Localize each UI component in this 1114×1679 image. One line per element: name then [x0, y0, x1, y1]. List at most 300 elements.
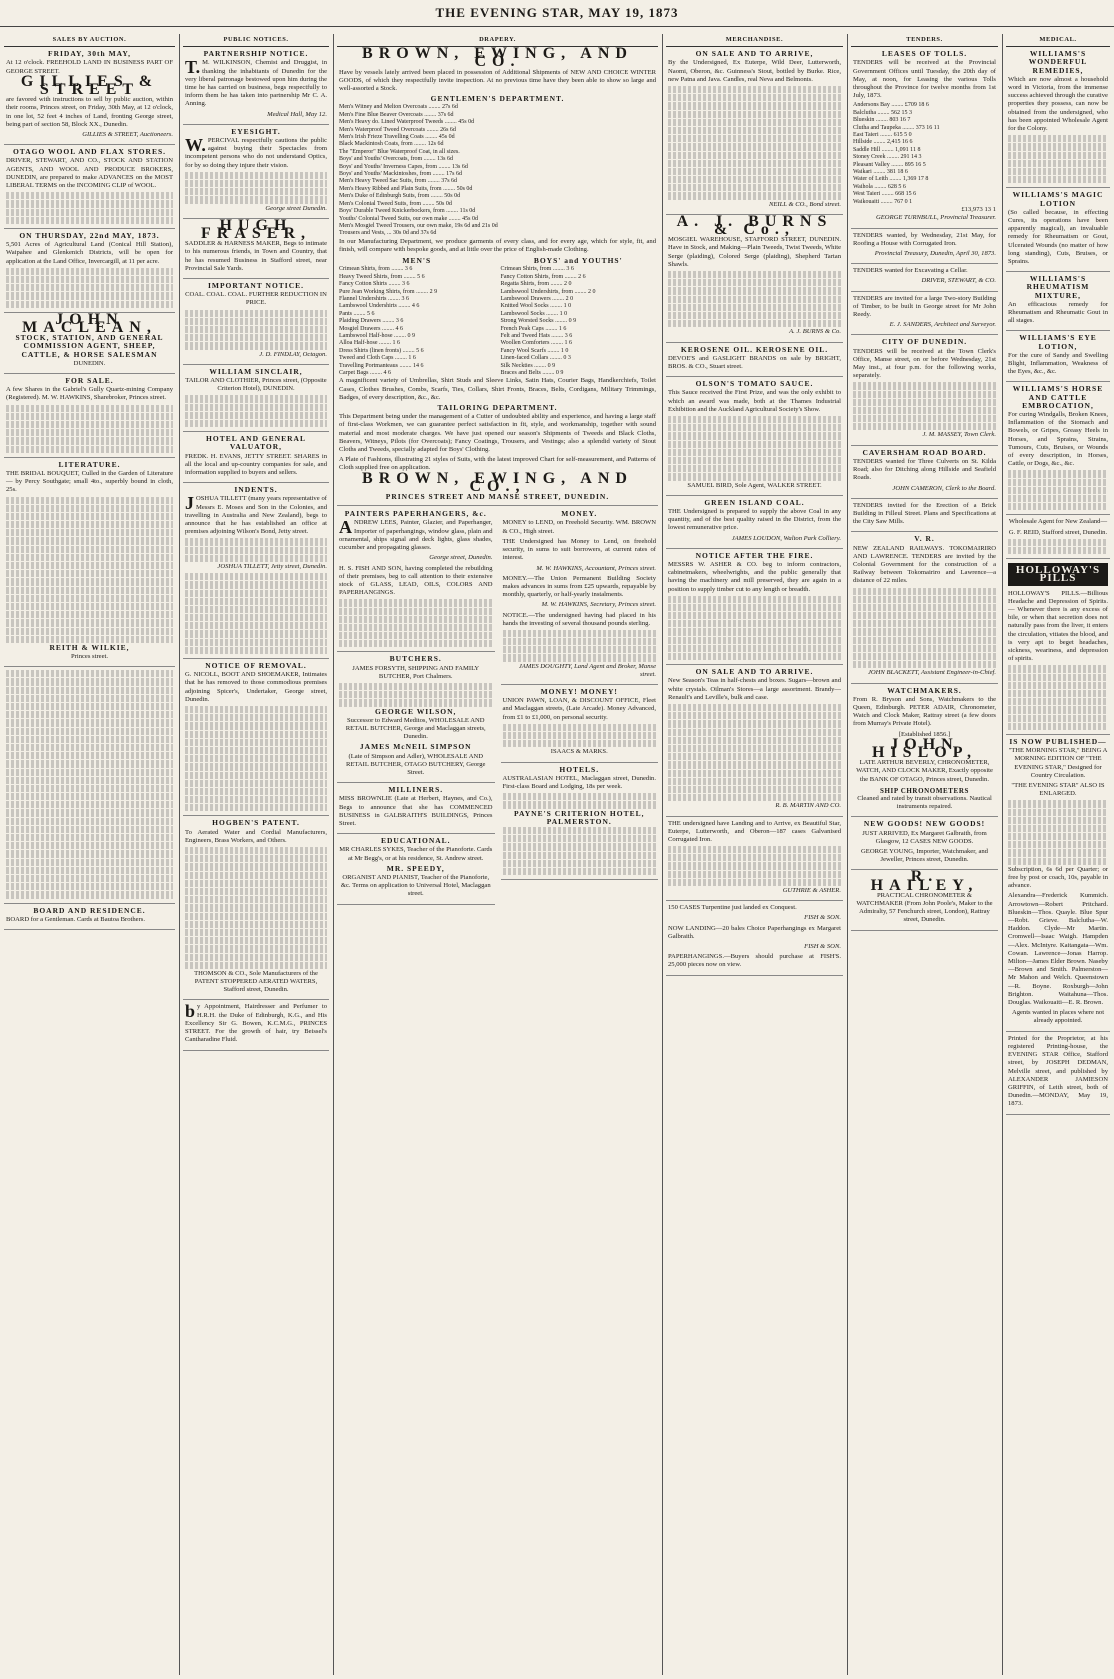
price-row: Men's Mosgiel Tweed Trousers, our own make, 19s 6d and 21s 0d [339, 222, 498, 229]
ad-body: PRACTICAL CHRONOMETER & WATCHMAKER (From John Poole's, Maker to the Admiralty, 57 Fenchurch street, London), Rattray street, Dunedin. [856, 891, 993, 924]
price-row: Men's Witney and Melton Overcoats ........ 27s 6d [339, 104, 458, 111]
ad-body: This Sauce received the First Prize, and was the only exhibit to which an award was made, both at the Thames Industrial Exhibition and the Auckland Agricultural Society's Show. [668, 389, 841, 413]
tender-ad [851, 502, 998, 533]
ad-body: For curing Windgalls, Broken Knees, Inflammation of the Stomach and Bowels, or Gripes, Greasy Heels in Horses, and Sprains, Strains, Tumours, Cuts, Bruises, or Wounds of every description, in Horses, Cattle, or Dogs, &c., &c. [1008, 411, 1108, 468]
ad-signature: [Established 1856.] [898, 730, 951, 738]
toll-row: Waikari ........ 381 18 6 [853, 169, 908, 176]
board-ad [4, 907, 175, 930]
ad-title: KEROSENE OIL. KEROSENE OIL. [680, 344, 829, 354]
price-list [339, 266, 495, 377]
ad-body: TENDERS will be received at the Town Clerk's Office, Manse street, on or before Wednesday, 21st May inst., at four p.m. for the following works, separately. [853, 347, 996, 380]
ad-body: MONEY to LEND, on Freehold Security. WM. BROWN & CO., High street. [502, 519, 656, 535]
notice-ad [183, 128, 329, 219]
price-row: Boys' Durable Tweed Knickerbockers, from ........ 11s 0d [339, 208, 476, 215]
ad-body: MONEY.—The Union Permanent Building Society makes advances in sums from £25 upwards, repayable by monthly, quarterly, or half-yearly instalments. [502, 574, 656, 599]
educational-ad [337, 837, 495, 904]
ad-signature: GUTHRIE & ASHER. [782, 887, 841, 895]
price-row: Men's Irish Frieze Travelling Coats ........ 45s 0d [339, 134, 455, 141]
ad-signature: FISH & SON. [804, 914, 841, 922]
price-row: Black Mackintosh Coats, from ........ 12s 6d [339, 141, 444, 148]
medical-ad [1006, 385, 1110, 515]
money-ad [501, 688, 659, 763]
ad-title: GREEN ISLAND COAL. [704, 497, 805, 507]
ad-body: In our Manufacturing Department, we produce garments of every class, and for every age, which for style, fit, and finish, will compare with bespoke goods, and at little over the price of English-made Clothing. [339, 237, 656, 253]
column-medical [1006, 36, 1110, 1671]
ad-title: EDUCATIONAL. [380, 836, 451, 846]
ad-body: by Appointment, Hairdresser and Perfumer to H.R.H. the Duke of Edinburgh, K.G., and His Excellency Sir G. Bowen, K.C.M.G., PRINCES STREET. For the growth of hair, try Beissel's Cantharadine Fluid. [185, 1001, 327, 1044]
ad-body: THE Undersigned has Money to Lend, on freehold security, in sums to suit borrowers, at current rates of interest. [502, 537, 656, 562]
ad-display-title: R. HAILEY, [870, 868, 979, 894]
toll-row: West Taieri ........ 668 15 6 [853, 191, 917, 198]
price-row: Youths' Colonial Tweed Suits, our own make ........ 45s 0d [339, 215, 478, 222]
ad-display-title: BROWN, EWING, AND CO. [362, 45, 633, 71]
section-title: GENTLEMEN'S DEPARTMENT. [430, 94, 565, 104]
ad-body: DUNEDIN. [73, 359, 106, 367]
price-row: Men's Fine Blue Beaver Overcoats ........ 37s 6d [339, 111, 454, 118]
ad-body: MOSGIEL WAREHOUSE, STAFFORD STREET, DUNEDIN. Have in Stock, and Making—Plain Tweeds, Twist Tweeds, White Serge (plaiding), Colored Serge (plaiding), Shepherd Tartan Shawls. [668, 236, 841, 268]
ad-body: SADDLER & HARNESS MAKER, Begs to intimate to his numerous friends, in Town and Country, that he has resumed Business in Stafford street, near Provincial Sale Yards. [185, 240, 327, 272]
notice-ad [183, 486, 329, 659]
ad-subtitle: STOCK, STATION, AND GENERAL COMMISSION AGENT, SHEEP, CATTLE, & HORSE SALESMAN [15, 333, 164, 359]
ad-title: HOTELS. [559, 764, 600, 774]
tender-ad [851, 50, 998, 228]
ad-title: LITERATURE. [58, 459, 121, 469]
toll-row: Stoney Creek ........ 291 14 3 [853, 154, 922, 161]
medical-ad [1006, 191, 1110, 272]
ad-body: NOW LANDING—20 bales Choice Paperhangings ex Margaret Galbraith. [668, 924, 841, 940]
ad-signature: JOSHUA TILLETT, Jetty street, Dunedin. [217, 562, 327, 570]
ad-signature: J. D. FINDLAY, Octagon. [259, 350, 327, 358]
price-row: Boys' and Youths' Mackintoshes, from ........ 17s 6d [339, 171, 462, 178]
ad-signature: R. B. MARTIN AND CO. [775, 802, 841, 810]
price-row: Trousers and Vests, ... 30s 0d and 37s 6d [339, 230, 437, 237]
railway-tender-ad [851, 535, 998, 683]
ad-signature: "THE EVENING STAR" ALSO IS ENLARGED. [1011, 781, 1105, 798]
ad-title: V. R. [914, 534, 935, 544]
ad-signature: George street Dunedin. [265, 204, 327, 212]
ad-signature: Provincial Treasury, Dunedin, April 30, 1873. [874, 249, 996, 257]
ad-title: WATCHMAKERS. [887, 685, 962, 695]
ad-title: MR. SPEEDY, [386, 863, 445, 873]
price-row: Lambswool Undershirts ........ 4 6 [339, 303, 420, 310]
ad-title: REITH & WILKIE, [49, 642, 130, 652]
ad-body: TAILOR AND CLOTHIER, Princes street, (Opposite Criterion Hotel), DUNEDIN. [185, 376, 327, 393]
notice-ad [183, 50, 329, 125]
ad-body: PAPERHANGINGS.—Buyers should purchase at FISH'S. 25,000 pieces now on view. [668, 953, 841, 969]
merchandise-ad [666, 904, 843, 975]
ad-body: COAL. COAL. COAL. FURTHER REDUCTION IN PRICE. [185, 291, 327, 307]
ad-signature: Medical Hall, May 12. [267, 110, 327, 118]
ad-body: JOSHUA TILLETT (many years representative of Messrs E. Moses and Son in the Colonies, and travelling in Australia and New Zealand), begs to announce that he has established an office at premises adjoining Wilson's Bond, Jetty street. [185, 493, 327, 536]
ad-signature: ISAACS & MARKS. [550, 748, 608, 756]
price-row: French Peak Caps ........ 1 6 [500, 325, 567, 332]
price-row: Tweed and Cloth Caps ........ 1 6 [339, 355, 416, 362]
price-row: Boys' and Youths' Inverness Capes, from ........ 13s 6d [339, 163, 468, 170]
price-row: Woollen Comforters ........ 1 6 [500, 340, 573, 347]
column-rule [847, 34, 848, 1675]
tradesman-ad [337, 510, 495, 652]
price-row: Pants ........ 5 6 [339, 310, 375, 317]
ad-body: DEVOE'S and GASLIGHT BRANDS on sale by BRIGHT, BROS. & CO., Stuart street. [668, 354, 841, 370]
auction-ad [4, 310, 175, 374]
ad-body: This Department being under the management of a Cutter of undoubted ability and experience, and having a large staff of first-class Workmen, we can guarantee perfect satisfaction in fit, style, and workmanship, together with sound material and most moderate charges. We have just opened our season's Shipments of Tweeds and Black Cloths, Beavers, Witneys, Pilots (for Overcoats); Fancy Coatings, Trousers, and Vestings; also a splendid variety of Stout Cloths and Tweeds, specially adapted for Boys' Clothing. [339, 413, 656, 454]
toll-row: Hillside ........ 2,415 16 6 [853, 139, 913, 146]
merchandise-ad [666, 212, 843, 343]
toll-row: Waikouaiti ........ 767 0 1 [853, 198, 913, 205]
ad-title: WILLIAMS'S RHEUMATISM MIXTURE, [1026, 274, 1090, 300]
ad-body: THE undersigned have Landing and to Arrive, ex Beautiful Star, Euterpe, Lutterworth, and Oberon—187 cases Galvanised Corrugated Iron. [668, 819, 841, 843]
ad-body: AUSTRALASIAN HOTEL, Maclaggan street, Dunedin. First-class Board and Lodging, 18s per week. [502, 774, 656, 791]
ad-body: G. NICOLL, BOOT AND SHOEMAKER, Intimates that he has removed to those commodious premises adjoining Spicer's, Undertaker, George street, Dunedin. [185, 671, 327, 703]
column-heading: MERCHANDISE. [666, 36, 843, 47]
ad-title: WILLIAM SINCLAIR, [209, 366, 303, 376]
ad-body: Successor to Edward Meditos, WHOLESALE AND RETAIL BUTCHER, George and Maclaggan streets, Dunedin. [345, 716, 486, 741]
toll-row: Water of Leith ........ 1,369 17 8 [853, 176, 929, 183]
ad-display-title: HUGH FRASER, [200, 216, 311, 242]
holloway-banner: HOLLOWAY'S PILLS [1008, 563, 1108, 585]
toll-row: Saddle Hill ........ 1,091 11 8 [853, 146, 921, 153]
tolls-list [853, 102, 996, 206]
price-row: Alloa Half-hose ........ 1 6 [339, 340, 400, 347]
ad-body: are favored with instructions to sell by public auction, within their rooms, Princes street, on Friday, 30th May, at 12 o'clock, in one lot, 52 feet 4 inches of Land, fronting George street, being part of section 58, Block XX., Dunedin. [6, 96, 173, 128]
price-row: Men's Heavy do. Lined Waterproof Tweeds ........ 45s 0d [339, 119, 475, 126]
ad-display-title: GILLIES & STREET [20, 72, 159, 99]
ad-title: JAMES McNEIL SIMPSON [359, 742, 472, 752]
price-row: Lambswool Socks ........ 1 0 [500, 310, 568, 317]
ad-title: NOTICE OF REMOVAL. [205, 661, 307, 670]
price-row: Lambswool Undershirts, from ........ 2 0 [500, 288, 596, 295]
ad-body: TENDERS wanted for Three Culverts on St. Kilda Road; also for Ditching along Hillside and Seafield Roads. [853, 457, 996, 482]
ad-title: PAINTERS PAPERHANGERS, &c. [344, 509, 487, 519]
ad-body: TENDERS invited for the Erection of a Brick Building in Filleul Street. Plans and Specifications at the City Saw Mills. [853, 501, 996, 526]
ad-body: TENDERS wanted for Excavating a Cellar. [853, 267, 968, 275]
toll-row: Waihola ........ 628 5 6 [853, 183, 906, 190]
ad-body: MESSRS W. ASHER & CO. beg to inform contractors, cabinetmakers, wheelwrights, and the public generally that having the machinery and mill preserved, they are again in a position to supply timber cut to any length or breadth. [668, 560, 841, 593]
price-row: Knitted Wool Socks ........ 1 0 [500, 303, 572, 310]
ad-body: TENDERS are invited for a large Two-story Building of Timber, to be built in George street for Mr John Reedy. [853, 294, 996, 318]
toll-row: Balclutha ........ 562 15 3 [853, 109, 912, 116]
imprint-text: Printed for the Proprietor, at his registered Printing-house, the EVENING STAR Office, Stafford street, by JOSEPH DEDMAN, Melville street, and published by ALEXANDER JAMIESON GRIFFIN, of Leith street, both of Dunedin.—MONDAY, May 19, 1873. [1008, 1034, 1108, 1108]
ad-body: JAMES FORSYTH, SHIPPING AND FAMILY BUTCHER, Port Chalmers. [352, 664, 480, 680]
milliner-ad [337, 786, 495, 834]
ad-body: Wholesale Agent for New Zealand— [1008, 518, 1108, 526]
price-row: Lambswool Drawers ........ 2 0 [500, 295, 574, 302]
column-rule [662, 34, 663, 1675]
merchandise-ad [666, 552, 843, 666]
ad-title: ON SALE AND TO ARRIVE, [695, 49, 814, 59]
tolls-total: £13,973 13 1 [961, 206, 996, 214]
ad-body: 5,501 Acres of Agricultural Land (Conical Hill Station), Waipahee and Glenkenich Districts, will be open for application at the Land Office, Invercargill, at 11 per acre. [6, 241, 173, 265]
price-columns [339, 256, 656, 377]
ad-body: NEW ZEALAND RAILWAYS. TOKOMAIRIRO AND LAWRENCE. TENDERS are invited by the Colonial Government for the construction of a Railway between Tokomairiro and Lawrence—a distance of 22 miles. [853, 544, 996, 585]
auction-ad [4, 50, 175, 145]
section-title: BOYS' and YOUTHS' [533, 256, 623, 266]
price-row: Regatta Shirts, from ........ 2 0 [500, 281, 572, 288]
tender-ad [851, 449, 998, 499]
ad-signature: George street, Dunedin. [429, 554, 493, 562]
ad-signature: G. F. REID, Stafford street, Dunedin. [1008, 528, 1108, 536]
price-row: Lambswool Half-hose ........ 0 9 [339, 333, 415, 339]
price-list [501, 266, 657, 377]
medical-ad [1006, 275, 1110, 331]
column-sales-by-auction [4, 36, 175, 1671]
ad-signature: A. J. BURNS & Co. [789, 328, 841, 336]
ad-title: IMPORTANT NOTICE. [207, 281, 305, 291]
ad-body: TENDERS wanted, by Wednesday, 21st May, for Roofing a House with Corrugated Iron. [853, 231, 996, 247]
price-row: Flannel Undershirts ........ 3 6 [339, 295, 409, 302]
ad-body: New Season's Teas in half-chests and boxes. Sugars—brown and white crystals. Oilman's Stores—a large assortment. Brandy—Renault's and Leville's, bulk and case. [668, 677, 841, 701]
column-heading: TENDERS. [851, 36, 998, 47]
price-row: Silk Neckties ........ 0 9 [500, 362, 556, 369]
price-row: Crimean Shirts, from ........ 3 6 [339, 266, 413, 273]
price-row: Boys' and Youths' Overcoats, from ........ 13s 6d [339, 156, 453, 163]
merchandise-ad [666, 499, 843, 549]
auction-ad [4, 377, 175, 458]
ad-title: WILLIAMS'S MAGIC LOTION [1012, 190, 1104, 208]
toll-row: Blueskin ........ 803 16 7 [853, 117, 911, 124]
ad-title: WILLIAMS'S EYE LOTION, [1019, 333, 1097, 351]
medical-ad [1006, 334, 1110, 382]
ad-body: A few Shares in the Gabriel's Gully Quartz-mining Company (Registered). M. W. HAWKINS, Sharebroker, Princes street. [6, 386, 173, 402]
ad-body: THE Undersigned is prepared to supply the above Coal in any quantity, and of the best quality raised in the District, from the lowest remunerative price. [668, 507, 841, 532]
ad-body: From R. Bryson and Sons, Watchmakers to the Queen, Edinburgh. PETER ADAIR, Chronometer, Watch and Clock Maker, Rattray street (a few doors from Murray's Private Hotel). [853, 695, 996, 728]
ad-title: MONEY. [561, 509, 598, 519]
ad-signature: GEORGE YOUNG, Importer, Watchmaker, and Jeweller, Princes street, Dunedin. [861, 848, 988, 864]
ad-title: FRIDAY, 30th MAY, [48, 49, 131, 59]
imprint [1006, 1035, 1110, 1115]
ad-title: MONEY! MONEY! [540, 687, 618, 697]
ad-title: EYESIGHT. [231, 126, 281, 136]
ad-body: BOARD for a Gentleman. Cards at Bautoa Brothers. [6, 915, 145, 923]
ad-title: OTAGO WOOL AND FLAX STORES. [12, 147, 167, 157]
price-row: Linen-faced Collars ........ 0 3 [500, 355, 571, 362]
ad-body: MR CHARLES SYKES, Teacher of the Pianoforte. Cards at Mr Begg's, or at his residence, St. Andrew street. [339, 846, 493, 862]
ad-title: SHIP CHRONOMETERS [880, 786, 969, 795]
tender-ad [851, 232, 998, 265]
ad-title: CAVERSHAM ROAD BOARD. [862, 447, 987, 457]
merchandise-ad [666, 668, 843, 816]
ad-title: PAYNE'S CRITERION HOTEL, PALMERSTON. [514, 808, 645, 826]
auction-ad [4, 148, 175, 229]
watchmaker-ad [851, 687, 998, 818]
ad-body: T.M. WILKINSON, Chemist and Druggist, in thanking the inhabitants of Dunedin for the very liberal patronage bestowed upon him during the time he has carried on business, begs respectfully to inform them he has taken into partnership Mr C. A. Anning. [185, 57, 327, 108]
ad-body: H. S. FISH AND SON, having completed the rebuilding of their premises, beg to call attention to their extensive stock of GLASS, LEAD, OILS, COLORS AND PAPERHANGINGS. [339, 564, 493, 597]
ad-signature: GEORGE TURNBULL, Provincial Treasurer. [876, 214, 996, 222]
ad-title: PARTNERSHIP NOTICE. [203, 49, 309, 59]
column-public-notices [183, 36, 329, 1671]
price-row: Heavy Tweed Shirts, from ........ 5 6 [339, 273, 425, 280]
ad-display-title: JOHN MACLEAN, [22, 310, 157, 336]
ad-body: THE BRIDAL BOUQUET, Culled in the Garden of Literature — by Percy Southgate; small 4to., superbly bound in cloth, 25s. [6, 469, 173, 494]
toll-row: Pleasant Valley ........ 895 16 5 [853, 161, 926, 168]
drapery-ad [337, 45, 658, 506]
literature-ad [4, 461, 175, 668]
ad-signature: JOHN BLACKETT, Assistant Engineer-in-Chief. [867, 669, 996, 677]
ad-body: NOTICE.—The undersigned having had placed in his hands the investing of several thousand pounds sterling. [502, 611, 656, 627]
notice-ad [183, 819, 329, 1000]
ad-body: FREDK. H. EVANS, JETTY STREET. SHARES in all the local and up-country companies for sale, and information supplied to buyers and sellers. [185, 452, 327, 476]
butcher-ad [337, 655, 495, 783]
ad-signature: M. W. HAWKINS, Accountant, Princes street. [536, 564, 656, 572]
ad-title: HOTEL AND GENERAL VALUATOR, [206, 434, 306, 452]
ad-body: Have by vessels lately arrived been placed in possession of Additional Shipments of NEW AND CHOICE WINTER GOODS, of which they respectfully invite inspection. At no previous time have they been able to show so large and well-assorted a Stock. [339, 68, 656, 93]
price-list [339, 104, 656, 237]
price-row: Men's Heavy Ribbed and Plain Suits, from ........ 50s 0d [339, 185, 473, 192]
ad-title: INDENTS. [234, 485, 278, 495]
section-title: MEN'S [402, 256, 432, 266]
ad-display-title: BROWN, EWING, AND CO., [362, 469, 633, 495]
ad-title: BUTCHERS. [389, 654, 442, 664]
ad-title: WILLIAMS'S HORSE AND CATTLE EMBROCATION, [1012, 384, 1104, 410]
publication-ad [1006, 738, 1110, 1032]
ad-title: WILLIAMS'S WONDERFUL REMEDIES, [1028, 49, 1088, 75]
ad-body: Subscription, 6s 6d per Quarter; or free by post or coach, 10s, payable in advance. [1008, 865, 1108, 890]
ad-title: GEORGE WILSON, [375, 706, 457, 716]
ad-body: MISS BROWNLIE (Late at Herbert, Haynes, and Co.), Begs to announce that she has COMMENCED BUSINESS in GALBRAITH'S BUILDINGS, Princes Street. [339, 795, 493, 828]
ad-display-title: A. J. BURNS & Co., [676, 212, 833, 239]
notice-ad [183, 435, 329, 483]
column-rule [179, 34, 180, 1675]
price-row: The "Emperor" Blue Waterproof Coat, in all sizes. [339, 148, 460, 155]
ad-signature: JAMES DOUGHTY, Land Agent and Broker, Manse street. [518, 662, 656, 678]
price-row: Fancy Cotton Shirts, from ........ 2 6 [500, 273, 586, 280]
tender-ad [851, 267, 998, 291]
ad-body: For the cure of Sandy and Swelling Blight, Inflammation, Weakness of the Eyes, &c., &c. [1008, 351, 1108, 376]
ad-body: An efficacious remedy for Rheumatism and Rheumatic Gout in all stages. [1008, 300, 1108, 325]
price-row: Men's Duke of Edinburgh Suits, from ........ 50s 0d [339, 193, 461, 200]
ad-body: To Aerated Water and Cordial Manufacturers, Engineers, Brass Workers, and Others. [185, 828, 327, 844]
auction-ad [4, 232, 175, 313]
ad-signature: E. J. SANDERS, Architect and Surveyor. [889, 321, 996, 329]
ad-body: ANDREW LEES, Painter, Glazier, and Paperhanger, Importer of paperhangings, window glass, plain and ornamental, ships signal and deck lights, glass shades, cucumber and propagating glasses. [339, 517, 493, 552]
ad-body: ORGANIST AND PIANIST, Teacher of the Pianoforte, &c. Terms on application to Universal Hotel, Maclaggan street. [340, 874, 491, 898]
section-title: TAILORING DEPARTMENT. [437, 403, 558, 413]
ad-body: Princes street. [71, 653, 108, 661]
watchmaker-ad [851, 820, 998, 870]
notice-ad [183, 1003, 329, 1050]
notice-ad [183, 216, 329, 279]
watchmaker-ad [851, 868, 998, 930]
toll-row: East Taieri ........ 615 5 0 [853, 132, 912, 139]
ad-title: HOGBEN'S PATENT. [212, 818, 300, 828]
ad-body: Cleaned and rated by transit observations. Nautical instruments repaired. [857, 795, 992, 811]
ad-body: TENDERS will be received at the Provincial Government Offices until Tuesday, the 20th day of May, at noon, for Leasing the various Tolls throughout the Province for twelve months from 1st July, 1873. [853, 59, 996, 100]
price-row: Pure Jean Working Shirts, from ........ 2 9 [339, 288, 438, 295]
merchandise-ad [666, 820, 843, 902]
price-row: Strong Worsted Socks ........ 0 9 [500, 318, 577, 325]
column-rule [333, 34, 334, 1675]
ad-title: CITY OF DUNEDIN. [881, 337, 968, 347]
hotel-ad [501, 766, 659, 881]
price-row: Plaiding Drawers ........ 3 6 [339, 318, 404, 325]
column-drapery [337, 36, 658, 1671]
ad-signature: FISH & SON. [804, 943, 841, 951]
ad-signature: SAMUEL BIRD, Sole Agent, WALKER STREET. [687, 481, 822, 489]
masthead-title: THE EVENING STAR, MAY 19, 1873 [0, 0, 1114, 27]
ad-body: At 12 o'clock. FREEHOLD LAND IN BUSINESS PART OF GEORGE STREET. [6, 59, 173, 75]
ad-body: (Late of Simpson and Adler), WHOLESALE AND RETAIL BUTCHER, OTAGO BUTCHERY, George Street. [346, 752, 486, 777]
medical-ad [1006, 50, 1110, 188]
column-heading: MEDICAL. [1006, 36, 1110, 47]
notice-ad [183, 368, 329, 432]
ad-title: ON SALE AND TO ARRIVE. [695, 667, 814, 677]
ad-body: "THE MORNING STAR," BEING A MORNING EDITION OF "THE EVENING STAR," Designed for Country Circulation. [1008, 747, 1108, 779]
ad-signature: JOHN CAMERON, Clerk to the Board. [892, 484, 996, 492]
ad-title: IS NOW PUBLISHED— [1009, 736, 1107, 746]
merchandise-ad [666, 50, 843, 215]
ad-display-title: JOHN HISLOP, [872, 735, 977, 762]
literature-ad [4, 670, 175, 903]
price-row: Mosgiel Drawers ........ 4 6 [339, 325, 403, 332]
price-row: Braces and Belts ........ 0 9 [500, 370, 564, 377]
ad-title: NEW GOODS! NEW GOODS! [863, 819, 986, 829]
price-row: Carpet Bags ........ 4 6 [339, 370, 391, 377]
ad-title: NOTICE AFTER THE FIRE. [695, 550, 814, 560]
ad-body: W.PERCIVAL respectfully cautions the public against buying their Spectacles from incompetent persons who do not understand Optics, for by so doing they injure their vision. [185, 135, 327, 169]
toll-row: Clutha and Taupeka ........ 373 16 11 [853, 124, 940, 131]
tolls-total-row [853, 206, 996, 214]
ad-title: FOR SALE. [65, 375, 114, 385]
tender-ad [851, 295, 998, 336]
notice-ad [183, 282, 329, 365]
ad-title: ON THURSDAY, 22nd MAY, 1873. [19, 231, 160, 240]
ad-body: By the Undersigned, Ex Euterpe, Wild Deer, Lutterworth, Naomi, Oberon, &c. Guinness's Stout, bottled by Burke. Rice, new Patna and Java. Candles, real Neva and Belmonts. [668, 59, 841, 83]
price-row: Crimean Shirts, from ........ 3 6 [500, 266, 574, 273]
ad-body: JUST ARRIVED, Ex Margaret Galbraith, from Glasgow, 12 CASES NEW GOODS. [862, 829, 987, 845]
price-row: Dress Shirts (linen fronts) ........ 5 6 [339, 347, 424, 354]
merchandise-ad [666, 380, 843, 496]
ad-signature: Agents wanted in places where not already appointed. [1011, 1009, 1105, 1025]
ad-signature: THOMSON & CO., Sole Manufacturers of the PATENT STOPPERED AERATED WATERS, Stafford street, Dunedin. [194, 969, 318, 994]
ad-signature: DRIVER, STEWART, & CO. [921, 277, 996, 285]
holloway-ad [1006, 563, 1110, 735]
ad-title: MILLINERS. [388, 785, 444, 795]
price-row: Men's Heavy Tweed Sac Suits, from ........ 37s 6d [339, 178, 458, 185]
column-heading: DRAPERY. [337, 36, 658, 47]
medical-ad [1006, 518, 1110, 559]
column-rule [1002, 34, 1003, 1675]
ad-body: HOLLOWAY'S PILLS.—Billious Headache and Depression of Spirits.— Whenever there is any excess of bile, or when that secretion does not naturally pass from the liver, it enters the circulation, vitiates the blood, and is very apt to beget headaches, sickness, weariness, and depression of spirits. [1008, 589, 1108, 663]
price-row: Fancy Cotton Shirts ........ 3 6 [339, 281, 410, 288]
agents-list: Alexandra—Frederick Kummich. Arrowtown—Robert Pritchard. Blueskin—Thos. Quayle. Blue Spur—Robt. Grieve. Balclutha—W. Haddon. Clyde—Mr Martin. Cromwell—Isaac Waigh. Hampden—Alex. McIntyre. Kaitangata—Wm. Cowan. Lawrence—Jonas Harrop. Milton—James Elder Brown. Naseby—Brown and Smith. Palmerston—Mr Mahon and Welch. Queenstown—R. Boyne. Roxburgh—John Brighton. Waitahuna—Thos. Douglas. Waikouaiti—E. R. Brown. [1008, 892, 1108, 1007]
ad-body: LATE ARTHUR BEVERLY, CHRONOMETER, WATCH, AND CLOCK MAKER, Exactly opposite the BANK OF OTAGO, Princes street, Dunedin. [856, 759, 993, 783]
money-ad [501, 510, 659, 685]
column-tenders [851, 36, 998, 1671]
column-heading: SALES BY AUCTION. [4, 36, 175, 47]
ad-signature: JAMES LOUDON, Walton Park Colliery. [731, 534, 841, 542]
ad-title: BOARD AND RESIDENCE. [33, 905, 146, 915]
ad-body: A magnificent variety of Umbrellas, Shirt Studs and Sleeve Links, Satin Hats, Courier Bags, Handkerchiefs, Toilet Cases, Clothes Brushes, Combs, Scarfs, Ties, Collars, Shirt Fronts, Braces, Belts, Cordigans, Military Trimmings, Badges, of every description, &c., &c. [339, 377, 656, 401]
drapery-sub-columns [337, 509, 658, 907]
column-merchandise [666, 36, 843, 1671]
ad-signature: NEILL & CO., Bond street. [769, 200, 841, 208]
price-row: Fancy Wool Scarfs ........ 1 0 [500, 347, 569, 354]
ad-address: PRINCES STREET AND MANSE STREET, DUNEDIN. [385, 492, 610, 502]
ad-signature: M. W. HAWKINS, Secretary, Princes street. [541, 601, 656, 609]
price-row: Men's Colonial Tweed Suits, from ........ 50s 0d [339, 200, 452, 207]
ad-signature: J. M. MASSEY, Town Clerk. [922, 431, 996, 439]
ad-body: Which are now almost a household word in Victoria, from the immense success achieved through the curative properties they possess, can now be obtained from the undersigned, who has been appointed Wholesale Agent for the Colony. [1008, 75, 1108, 133]
ad-body: (So called because, in effecting Cures, its operations have been apparently magical), an invaluable remedy for Rheumatism or Gout, Ulcerated Wounds (no matter of how long standing), Cuts, Bruises, or Sprains. [1008, 208, 1108, 265]
ad-signature: GILLIES & STREET, Auctioneers. [82, 131, 173, 139]
ad-body: A Plate of Fashions, illustrating 21 styles of Suits, with the latest improved Chart for self-measurement, and Patterns of Cloth supplied free on application. [339, 456, 656, 472]
price-row: Felt and Tweed Hats ........ 3 6 [500, 333, 573, 339]
column-heading: PUBLIC NOTICES. [183, 36, 329, 47]
merchandise-ad [666, 346, 843, 378]
ad-body: 150 CASES Turpentine just landed ex Conquest. [668, 904, 797, 912]
ad-body: DRIVER, STEWART, AND CO., STOCK AND STATION AGENTS, AND WOOL AND PRODUCE BROKERS, DUNEDIN, are prepared to make ADVANCES on the MOST LIBERAL TERMS on the INCOMING CLIP of WOOL. [6, 157, 173, 190]
ad-body: UNION PAWN, LOAN, & DISCOUNT OFFICE, Fleet and Maclaggan streets, (Late Arcade). Money Advanced, from £1 to £1,000, on personal security. [502, 697, 656, 721]
